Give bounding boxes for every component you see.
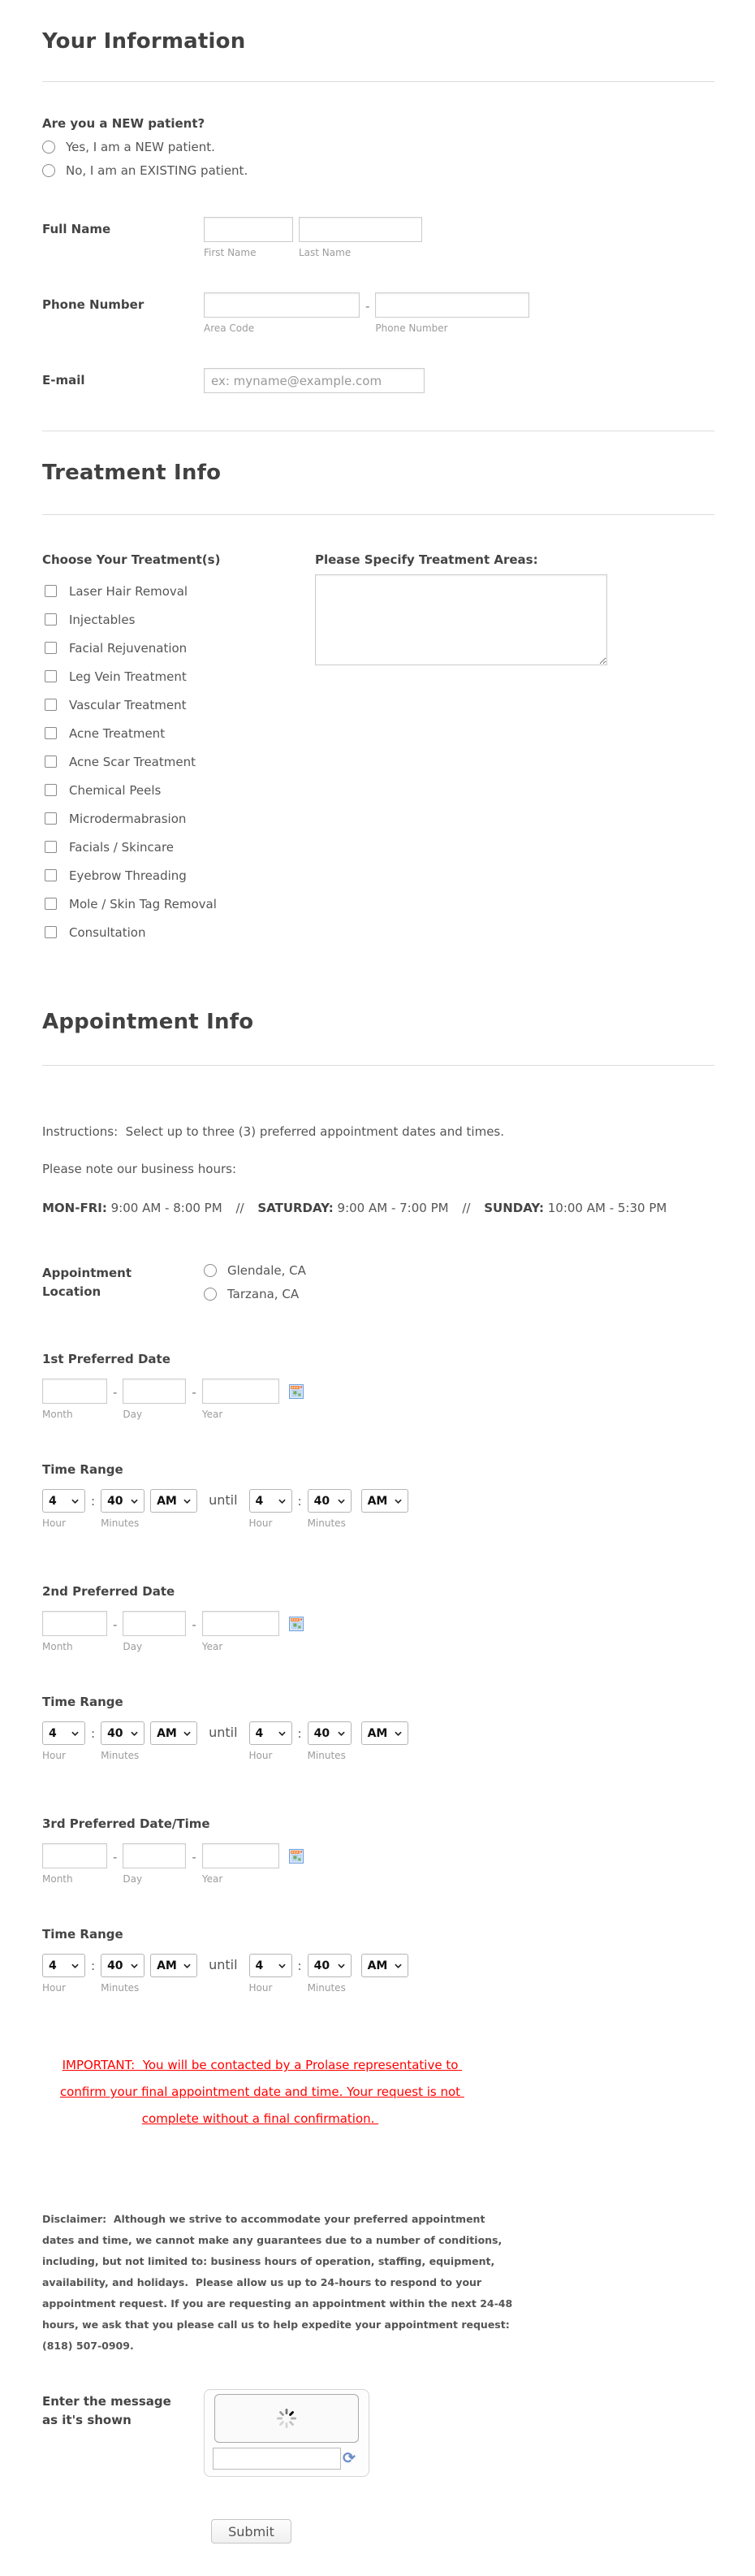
hour-sublabel: Hour	[248, 1517, 273, 1529]
pref2-start-hour-select[interactable]: 4	[42, 1721, 85, 1745]
treatment-option[interactable]	[42, 833, 315, 861]
pref2-end-ampm-select[interactable]: AM	[361, 1721, 408, 1745]
hour-sublabel: Hour	[248, 1750, 273, 1761]
preferred-date-label: 1st Preferred Date	[42, 1352, 170, 1366]
treatment-option[interactable]	[42, 577, 315, 605]
hours-time: 10:00 AM - 5:30 PM	[547, 1201, 667, 1215]
checkbox-icon[interactable]	[45, 670, 57, 682]
day-sublabel: Day	[123, 1409, 143, 1420]
area-code-input[interactable]	[204, 292, 360, 318]
checkbox-icon[interactable]	[45, 727, 57, 739]
chevron-down-icon	[338, 1499, 345, 1504]
pref2-day-input[interactable]	[123, 1611, 186, 1636]
treatment-areas-textarea[interactable]	[315, 574, 607, 665]
appointment-location-label: Appointment Location	[42, 1266, 132, 1299]
calendar-icon[interactable]	[289, 1849, 304, 1864]
pref2-start-ampm-select[interactable]: AM	[150, 1721, 197, 1745]
hours-day: MON-FRI:	[42, 1201, 107, 1215]
captcha-label: Enter the message as it's shown	[42, 2394, 171, 2427]
section-title-treatment-info: Treatment Info	[42, 461, 222, 485]
date-dash-separator: -	[192, 1385, 196, 1400]
captcha-image	[214, 2394, 359, 2443]
checkbox-label[interactable]: Vascular Treatment	[69, 697, 187, 712]
first-name-input[interactable]	[204, 217, 293, 242]
new-patient-option-yes[interactable]	[42, 140, 714, 154]
month-sublabel: Month	[42, 1873, 73, 1885]
date-dash-separator: -	[113, 1850, 118, 1864]
phone-number-field	[42, 292, 714, 334]
hours-time: 9:00 AM - 8:00 PM	[110, 1201, 222, 1215]
checkbox-label[interactable]: Eyebrow Threading	[69, 868, 187, 883]
hours-separator: //	[235, 1201, 244, 1215]
radio-option-label[interactable]: Tarzana, CA	[227, 1287, 300, 1301]
submit-button[interactable]: Submit	[211, 2519, 291, 2544]
radio-icon[interactable]	[42, 164, 55, 177]
checkbox-label[interactable]: Leg Vein Treatment	[69, 669, 187, 684]
specify-areas-label: Please Specify Treatment Areas:	[315, 552, 538, 567]
hours-day: SUNDAY:	[484, 1201, 544, 1215]
pref3-day-input[interactable]	[123, 1843, 186, 1868]
checkbox-label[interactable]: Chemical Peels	[69, 782, 162, 798]
checkbox-label[interactable]: Laser Hair Removal	[69, 583, 188, 599]
date-dash-separator: -	[192, 1617, 196, 1632]
hours-day: SATURDAY:	[257, 1201, 334, 1215]
hours-time: 9:00 AM - 7:00 PM	[337, 1201, 449, 1215]
business-hours-line	[42, 1196, 696, 1220]
first-name-sublabel: First Name	[204, 247, 257, 258]
pref2-end-minutes-select[interactable]: 40	[308, 1721, 352, 1745]
new-patient-option-no[interactable]	[42, 163, 714, 178]
calendar-icon-svg	[289, 1617, 304, 1631]
pref1-end-ampm-select[interactable]: AM	[361, 1489, 408, 1513]
until-text: until	[209, 1492, 238, 1508]
checkbox-label[interactable]: Consultation	[69, 924, 146, 940]
section-title-your-information: Your Information	[42, 29, 246, 54]
month-sublabel: Month	[42, 1409, 73, 1420]
treatment-option[interactable]	[42, 861, 315, 890]
section-divider	[42, 81, 714, 82]
phone-number-label: Phone Number	[42, 297, 145, 312]
time-colon: :	[91, 1959, 96, 1973]
pref3-end-minutes-select[interactable]: 40	[308, 1954, 352, 1977]
pref1-end-minutes-select[interactable]: 40	[308, 1489, 352, 1513]
date-dash-separator: -	[113, 1385, 118, 1400]
year-sublabel: Year	[201, 1873, 223, 1885]
email-label: E-mail	[42, 373, 85, 387]
captcha-input[interactable]	[213, 2448, 341, 2470]
full-name-label: Full Name	[42, 222, 111, 236]
pref2-month-input[interactable]	[42, 1611, 107, 1636]
phone-number-sublabel: Phone Number	[375, 323, 448, 334]
captcha-field	[42, 2389, 714, 2477]
treatment-option[interactable]	[42, 691, 315, 719]
calendar-icon[interactable]	[289, 1617, 304, 1631]
checkbox-icon[interactable]	[45, 642, 57, 654]
preferred-date-label: 2nd Preferred Date	[42, 1584, 175, 1599]
preferred-date-block-1	[42, 1352, 714, 1529]
checkbox-label[interactable]: Injectables	[69, 612, 136, 627]
chevron-down-icon	[395, 1963, 402, 1968]
date-dash-separator: -	[113, 1617, 118, 1632]
checkbox-icon[interactable]	[45, 613, 57, 626]
pref1-day-input[interactable]	[123, 1379, 186, 1404]
checkbox-icon[interactable]	[45, 812, 57, 825]
pref3-start-hour-select[interactable]: 4	[42, 1954, 85, 1977]
hour-sublabel: Hour	[42, 1750, 66, 1761]
email-field-row	[42, 368, 714, 393]
treatment-option[interactable]	[42, 804, 315, 833]
chevron-down-icon	[278, 1731, 286, 1736]
appointment-location-field	[42, 1259, 714, 1301]
day-sublabel: Day	[123, 1873, 143, 1885]
treatment-option[interactable]	[42, 634, 315, 662]
pref3-year-input[interactable]	[202, 1843, 279, 1868]
treatment-option[interactable]	[42, 662, 315, 691]
radio-option-label[interactable]: Glendale, CA	[227, 1263, 306, 1278]
pref1-month-input[interactable]	[42, 1379, 107, 1404]
minutes-sublabel: Minutes	[307, 1982, 346, 1994]
chevron-down-icon	[395, 1731, 402, 1736]
full-name-field	[42, 217, 714, 258]
pref2-end-hour-select[interactable]: 4	[249, 1721, 292, 1745]
chevron-down-icon	[71, 1963, 79, 1968]
time-colon: :	[297, 1959, 302, 1973]
location-option-tarzana[interactable]	[204, 1287, 306, 1301]
checkbox-icon[interactable]	[45, 784, 57, 796]
treatment-option[interactable]	[42, 890, 315, 918]
chevron-down-icon	[131, 1731, 138, 1736]
checkbox-label[interactable]: Facials / Skincare	[69, 839, 175, 855]
time-colon: :	[297, 1494, 302, 1509]
disclaimer-text: Disclaimer: Although we strive to accommodate your preferred appointment dates and time, we cannot make any guarantees due to a number of conditions, including, but not limited to: business hours of operation, staffing, equipment, availability, and holidays. Please allow us up to 24-hours to respond to your appointment request. If you are requesting an appointment within the next 24-48 hours, we ask that you please call us to help expedite your appointment request: (818) 507-0909.	[42, 2213, 516, 2352]
pref1-end-hour-select[interactable]: 4	[249, 1489, 292, 1513]
pref1-start-ampm-select[interactable]: AM	[150, 1489, 197, 1513]
area-code-sublabel: Area Code	[204, 323, 255, 334]
instructions-text: Instructions: Select up to three (3) preferred appointment dates and times.	[42, 1124, 505, 1139]
pref3-end-ampm-select[interactable]: AM	[361, 1954, 408, 1977]
business-hours-note: Please note our business hours:	[42, 1162, 236, 1176]
pref1-year-input[interactable]	[202, 1379, 279, 1404]
pref1-start-minutes-select[interactable]: 40	[101, 1489, 145, 1513]
chevron-down-icon	[131, 1499, 138, 1504]
captcha-widget	[204, 2389, 369, 2477]
chevron-down-icon	[278, 1499, 286, 1504]
treatment-option[interactable]	[42, 776, 315, 804]
checkbox-label[interactable]: Mole / Skin Tag Removal	[69, 896, 217, 911]
minutes-sublabel: Minutes	[307, 1750, 346, 1761]
checkbox-icon[interactable]	[45, 585, 57, 597]
pref1-start-hour-select[interactable]: 4	[42, 1489, 85, 1513]
checkbox-icon[interactable]	[45, 699, 57, 711]
chevron-down-icon	[338, 1963, 345, 1968]
choose-treatments-label: Choose Your Treatment(s)	[42, 552, 221, 567]
important-notice-text: IMPORTANT: You will be contacted by a Prolase representative to confirm your final appointment date and time. Your request is not complete without a final confirmation.	[59, 2058, 464, 2126]
pref2-start-minutes-select[interactable]: 40	[101, 1721, 145, 1745]
last-name-input[interactable]	[299, 217, 422, 242]
minutes-sublabel: Minutes	[101, 1982, 140, 1994]
until-text: until	[209, 1957, 238, 1972]
month-sublabel: Month	[42, 1641, 73, 1652]
section-title-appointment-info: Appointment Info	[42, 1010, 254, 1034]
pref3-start-ampm-select[interactable]: AM	[150, 1954, 197, 1977]
chevron-down-icon	[183, 1731, 191, 1736]
year-sublabel: Year	[201, 1409, 223, 1420]
new-patient-question	[42, 116, 714, 178]
treatment-columns	[42, 552, 714, 946]
phone-number-input[interactable]	[375, 292, 529, 318]
checkbox-label[interactable]: Acne Treatment	[69, 725, 166, 741]
section-divider	[42, 1065, 714, 1066]
treatment-option[interactable]	[42, 918, 315, 946]
checkbox-icon[interactable]	[45, 869, 57, 881]
until-text: until	[209, 1725, 238, 1740]
chevron-down-icon	[395, 1499, 402, 1504]
minutes-sublabel: Minutes	[307, 1517, 346, 1529]
checkbox-icon[interactable]	[45, 755, 57, 768]
time-range-label: Time Range	[42, 1927, 123, 1942]
email-input[interactable]	[204, 368, 425, 393]
time-colon: :	[297, 1726, 302, 1741]
pref3-month-input[interactable]	[42, 1843, 107, 1868]
preferred-date-block-2	[42, 1584, 714, 1761]
treatment-option[interactable]	[42, 719, 315, 747]
checkbox-icon[interactable]	[45, 898, 57, 910]
checkbox-label[interactable]: Acne Scar Treatment	[69, 754, 196, 769]
minutes-sublabel: Minutes	[101, 1517, 140, 1529]
radio-option-label[interactable]: No, I am an EXISTING patient.	[66, 163, 248, 178]
hour-sublabel: Hour	[248, 1982, 273, 1994]
treatment-option[interactable]	[42, 747, 315, 776]
preferred-date-block-3	[42, 1816, 714, 1994]
location-option-glendale[interactable]	[204, 1263, 306, 1278]
chevron-down-icon	[71, 1499, 79, 1504]
chevron-down-icon	[183, 1499, 191, 1504]
hour-sublabel: Hour	[42, 1982, 66, 1994]
hour-sublabel: Hour	[42, 1517, 66, 1529]
checkbox-icon[interactable]	[45, 841, 57, 853]
phone-dash-separator: -	[365, 299, 370, 314]
loading-spinner-icon	[275, 2407, 298, 2430]
hours-separator: //	[462, 1201, 471, 1215]
pref3-start-minutes-select[interactable]: 40	[101, 1954, 145, 1977]
day-sublabel: Day	[123, 1641, 143, 1652]
refresh-captcha-icon[interactable]: ⟳	[343, 2450, 356, 2467]
checkbox-label[interactable]: Microdermabrasion	[69, 811, 187, 826]
calendar-icon-svg	[289, 1849, 304, 1864]
last-name-sublabel: Last Name	[299, 247, 352, 258]
radio-icon[interactable]	[204, 1264, 217, 1277]
section-divider	[42, 514, 714, 515]
radio-option-label[interactable]: Yes, I am a NEW patient.	[66, 140, 215, 154]
chevron-down-icon	[278, 1963, 286, 1968]
year-sublabel: Year	[201, 1641, 223, 1652]
treatment-option[interactable]	[42, 605, 315, 634]
chevron-down-icon	[71, 1731, 79, 1736]
radio-icon[interactable]	[42, 141, 55, 154]
calendar-icon[interactable]	[289, 1384, 304, 1399]
treatment-checkbox-list	[42, 577, 315, 946]
time-range-label: Time Range	[42, 1695, 123, 1709]
checkbox-label[interactable]: Facial Rejuvenation	[69, 640, 188, 656]
time-colon: :	[91, 1494, 96, 1509]
pref3-end-hour-select[interactable]: 4	[249, 1954, 292, 1977]
checkbox-icon[interactable]	[45, 926, 57, 938]
chevron-down-icon	[338, 1731, 345, 1736]
radio-icon[interactable]	[204, 1288, 217, 1301]
time-range-label: Time Range	[42, 1462, 123, 1477]
chevron-down-icon	[131, 1963, 138, 1968]
minutes-sublabel: Minutes	[101, 1750, 140, 1761]
pref2-year-input[interactable]	[202, 1611, 279, 1636]
chevron-down-icon	[183, 1963, 191, 1968]
calendar-icon-svg	[289, 1384, 304, 1399]
date-dash-separator: -	[192, 1850, 196, 1864]
time-colon: :	[91, 1726, 96, 1741]
preferred-date-label: 3rd Preferred Date/Time	[42, 1816, 210, 1831]
new-patient-label: Are you a NEW patient?	[42, 116, 205, 131]
